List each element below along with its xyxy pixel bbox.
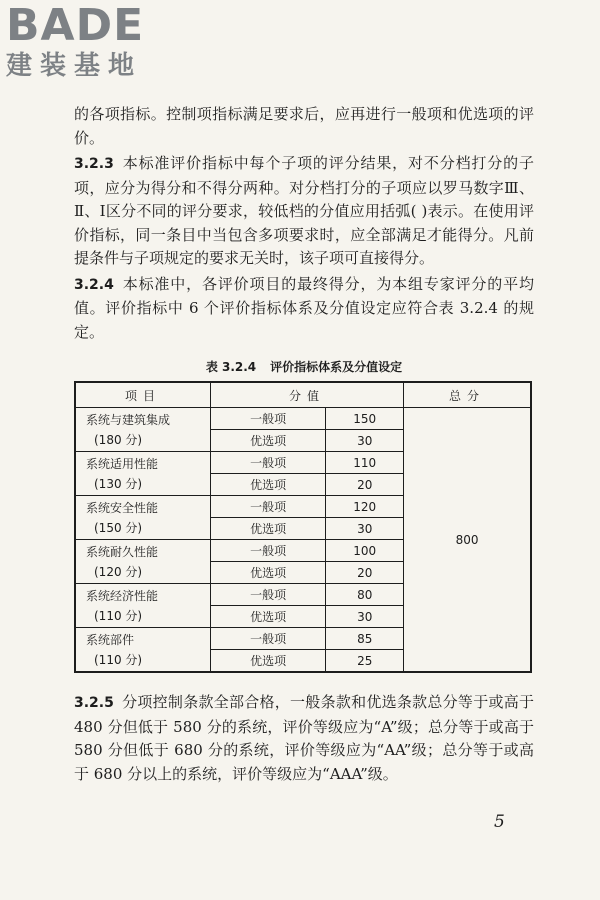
optional-item-score: 30 bbox=[326, 606, 404, 628]
general-item-label: 一般项 bbox=[210, 584, 325, 606]
item-points: (110 分) bbox=[94, 608, 143, 623]
item-label: 系统适用性能 bbox=[86, 456, 159, 471]
item-points: (130 分) bbox=[94, 476, 143, 491]
optional-item-label: 优选项 bbox=[210, 650, 325, 673]
item-points: (110 分) bbox=[94, 652, 143, 667]
logo-subtitle: 建装基地 bbox=[6, 51, 143, 81]
optional-item-label: 优选项 bbox=[210, 430, 325, 452]
section-number: 3.2.4 bbox=[74, 276, 114, 293]
optional-item-score: 30 bbox=[326, 518, 404, 540]
optional-item-score: 20 bbox=[326, 562, 404, 584]
bade-logo bbox=[6, 0, 206, 82]
general-item-label: 一般项 bbox=[210, 452, 325, 474]
optional-item-label: 优选项 bbox=[210, 518, 325, 540]
page-content bbox=[74, 103, 534, 786]
general-item-label: 一般项 bbox=[210, 408, 325, 430]
table-caption bbox=[74, 358, 534, 375]
section-number: 3.2.3 bbox=[74, 156, 114, 172]
section-3-2-4 bbox=[74, 273, 534, 345]
item-points: (150 分) bbox=[94, 520, 143, 535]
section-3-2-3 bbox=[74, 152, 534, 271]
general-item-score: 85 bbox=[326, 628, 404, 650]
general-item-label: 一般项 bbox=[210, 628, 325, 650]
header-total: 总分 bbox=[404, 382, 531, 408]
section-3-2-5 bbox=[74, 691, 534, 786]
logo-brand: BADE bbox=[6, 0, 145, 51]
item-points: (120 分) bbox=[94, 564, 143, 579]
optional-item-score: 30 bbox=[326, 430, 404, 452]
general-item-score: 100 bbox=[326, 540, 404, 562]
general-item-score: 120 bbox=[326, 496, 404, 518]
item-label: 系统经济性能 bbox=[86, 588, 159, 603]
item-label: 系统与建筑集成 bbox=[86, 412, 171, 427]
optional-item-score: 20 bbox=[326, 474, 404, 496]
section-number: 3.2.5 bbox=[74, 695, 114, 711]
header-score: 分值 bbox=[210, 382, 403, 408]
general-item-score: 150 bbox=[326, 408, 404, 430]
row-item-name bbox=[75, 452, 210, 496]
general-item-label: 一般项 bbox=[210, 496, 325, 518]
optional-item-score: 25 bbox=[326, 650, 404, 673]
section-text: 本标准评价指标中每个子项的评分结果，对不分档打分的子项，应分为得分和不得分两种。对分档打分的子项应以罗马数字Ⅲ、Ⅱ、Ⅰ区分不同的评分要求，较低档的分值应用括弧( )表示。在使用评价指标，同一条目中当包含多项要求时，应全部满足才能得分。凡前提条件与子项规定的要求无关时，该子项可直接得分。 bbox=[74, 154, 534, 267]
total-score: 800 bbox=[404, 408, 531, 673]
header-item: 项目 bbox=[75, 382, 210, 408]
item-label: 系统部件 bbox=[86, 632, 135, 647]
table-row bbox=[75, 408, 531, 430]
table-caption-number: 表 3.2.4 bbox=[205, 360, 257, 374]
general-item-score: 80 bbox=[326, 584, 404, 606]
general-item-score: 110 bbox=[326, 452, 404, 474]
row-item-name bbox=[75, 408, 210, 452]
optional-item-label: 优选项 bbox=[210, 606, 325, 628]
section-text: 本标准中，各评价项目的最终得分，为本组专家评分的平均值。评价指标中 6 个评价指标体系及分值设定应符合表 3.2.4 的规定。 bbox=[74, 274, 534, 341]
item-points: (180 分) bbox=[94, 432, 143, 447]
row-item-name bbox=[75, 540, 210, 584]
score-table bbox=[74, 381, 532, 673]
table-caption-title: 评价指标体系及分值设定 bbox=[270, 360, 403, 374]
optional-item-label: 优选项 bbox=[210, 562, 325, 584]
section-text: 分项控制条款全部合格，一般条款和优选条款总分等于或高于 480 分但低于 580 分的系统，评价等级应为“A”级；总分等于或高于 580 分但低于 680 分的系统，评价等级应为“AA”级；总分等于或高于 680 分以上的系统，评价等级应为“AAA”级。 bbox=[74, 693, 534, 783]
table-header-row bbox=[75, 382, 531, 408]
item-label: 系统安全性能 bbox=[86, 500, 159, 515]
row-item-name bbox=[75, 496, 210, 540]
page-number: 5 bbox=[494, 812, 505, 832]
general-item-label: 一般项 bbox=[210, 540, 325, 562]
row-item-name bbox=[75, 628, 210, 673]
optional-item-label: 优选项 bbox=[210, 474, 325, 496]
row-item-name bbox=[75, 584, 210, 628]
paragraph-continued: 的各项指标。控制项指标满足要求后，应再进行一般项和优选项的评价。 bbox=[74, 105, 534, 147]
item-label: 系统耐久性能 bbox=[86, 544, 159, 559]
